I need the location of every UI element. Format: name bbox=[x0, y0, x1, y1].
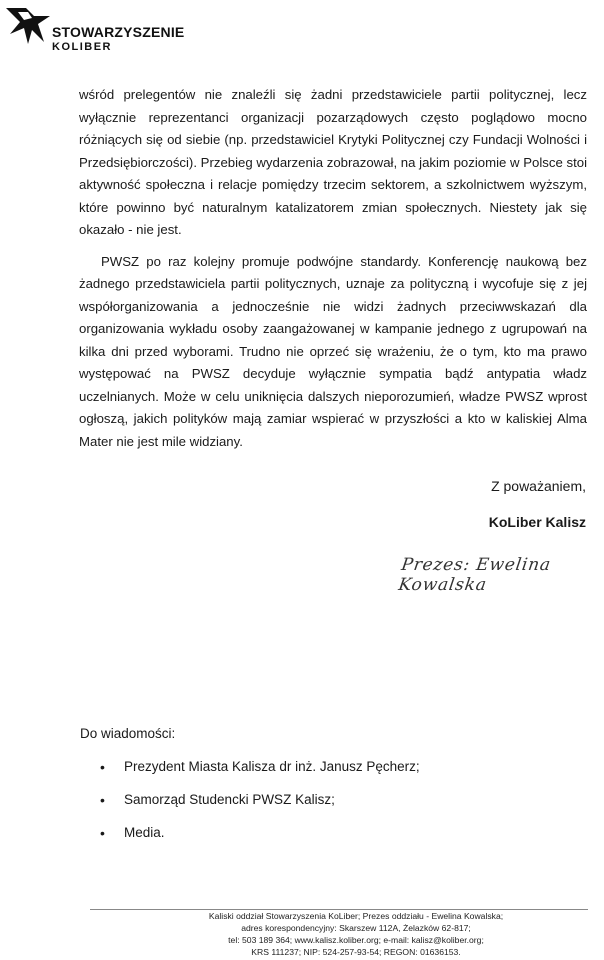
list-item: • Media. bbox=[86, 822, 420, 855]
footer-line: KRS 111237; NIP: 524-257-93-54; REGON: 01636153. bbox=[251, 947, 461, 957]
footer-line: adres korespondencyjny: Skarszew 112A, Żelazków 62-817; bbox=[241, 923, 471, 933]
bullet-icon: • bbox=[100, 759, 105, 775]
list-item: • Samorząd Studencki PWSZ Kalisz; bbox=[86, 789, 420, 822]
paragraph-2 bbox=[79, 251, 587, 454]
footer-line: tel: 503 189 364; www.kalisz.koliber.org; e-mail: kalisz@koliber.org; bbox=[228, 935, 484, 945]
paragraph-2-text: PWSZ po raz kolejny promuje podwójne standardy. Konferencję naukową bez żadnego przedstawiciela partii politycznych, uznaje za polityczną i wycofuje się z jej współorganizowania a jednocześnie nie widzi żadnych przeciwwskazań dla organizowania wykładu osoby zaangażowanej w kampanie jednego z ugrupowań na kilka dni przed wyborami. Trudno nie oprzeć się wrażeniu, że o tym, kto ma prawo występować na PWSZ decyduje wyłącznie sympatia bądź antypatia władz uczelnianych. Może w celu uniknięcia dalszych nieporozumień, władze PWSZ wprost ogłoszą, jakich polityków mają zamiar wspierać w przyszłości a kto w kaliskiej Alma Mater nie jest mile widziany. bbox=[79, 253, 587, 449]
logo-subtitle: KOLIBER bbox=[52, 41, 112, 53]
signature bbox=[397, 547, 602, 595]
cc-heading: Do wiadomości: bbox=[80, 726, 176, 741]
bird-logo-icon bbox=[4, 4, 52, 46]
organization-name: KoLiber Kalisz bbox=[488, 514, 586, 530]
cc-list bbox=[86, 756, 420, 855]
footer bbox=[0, 910, 604, 958]
salutation: Z poważaniem, bbox=[491, 478, 586, 494]
list-item: • Prezydent Miasta Kalisza dr inż. Janusz Pęcherz; bbox=[86, 756, 420, 789]
signature-text: Prezes: Ewelina Kowalska bbox=[397, 555, 553, 595]
logo-title: STOWARZYSZENIE bbox=[52, 24, 185, 40]
bullet-icon: • bbox=[100, 825, 105, 841]
letter-body bbox=[79, 84, 587, 453]
letterhead bbox=[0, 0, 200, 60]
paragraph-1: wśród prelegentów nie znaleźli się żadni przedstawiciele partii politycznej, lecz wyłącznie reprezentanci organizacji pozarządowych często poglądowo mocno różniących się od siebie (np. przedstawiciel Krytyki Politycznej czy Fundacji Wolności i Przedsiębiorczości). Przebieg wydarzenia zobrazował, na jakim poziomie w Polsce stoi aktywność społeczna i relacje pomiędzy trzecim sektorem, a szkolnictwem wyższym, które powinno być naturalnym katalizatorem zmian społecznych. Niestety jak się okazało - nie jest. bbox=[79, 87, 587, 237]
bullet-icon: • bbox=[100, 792, 105, 808]
footer-line: Kaliski oddział Stowarzyszenia KoLiber; Prezes oddziału - Ewelina Kowalska; bbox=[208, 911, 504, 921]
